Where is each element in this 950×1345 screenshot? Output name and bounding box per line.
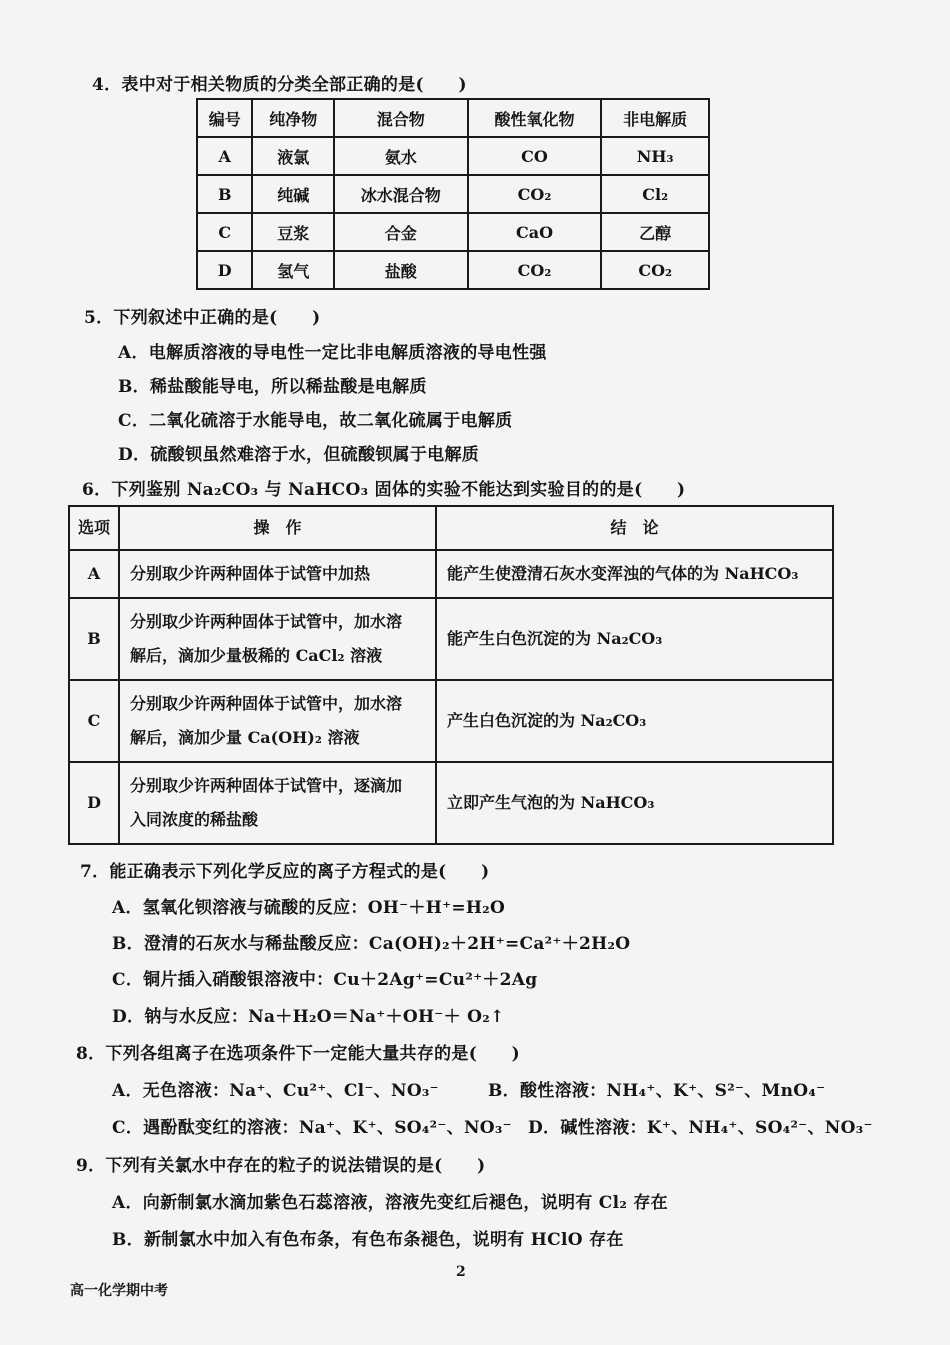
- table-cell: A: [197, 137, 252, 175]
- operation-line: 分别取少许两种固体于试管中，加水溶: [130, 612, 403, 631]
- table-cell: 豆浆: [252, 213, 334, 251]
- question-4-table: [196, 98, 710, 290]
- table-cell: NH₃: [601, 137, 709, 175]
- table-cell: CO₂: [601, 251, 709, 289]
- table-row: [69, 762, 833, 844]
- table-cell-option: C: [69, 680, 119, 762]
- table-cell: CO: [468, 137, 602, 175]
- table-cell-option: A: [69, 550, 119, 598]
- table-row: [69, 550, 833, 598]
- option-c: C．铜片插入硝酸银溶液中：Cu＋2Ag⁺=Cu²⁺＋2Ag: [112, 970, 538, 990]
- operation-line: 入同浓度的稀盐酸: [130, 810, 259, 829]
- table-cell-option: B: [69, 598, 119, 680]
- question-7-stem: 7．能正确表示下列化学反应的离子方程式的是( ): [80, 862, 490, 882]
- option-a: A．氢氧化钡溶液与硫酸的反应：OH⁻＋H⁺=H₂O: [112, 898, 506, 918]
- question-9-stem: 9．下列有关氯水中存在的粒子的说法错误的是( ): [76, 1156, 486, 1176]
- table-cell-operation: [119, 680, 436, 762]
- option-d: D．碱性溶液：K⁺、NH₄⁺、SO₄²⁻、NO₃⁻: [528, 1118, 873, 1138]
- table-row: [69, 598, 833, 680]
- question-8-stem: 8．下列各组离子在选项条件下一定能大量共存的是( ): [76, 1044, 521, 1064]
- question-6-stem: 6．下列鉴别 Na₂CO₃ 与 NaHCO₃ 固体的实验不能达到实验目的的是( ): [82, 480, 686, 500]
- question-5-stem: 5．下列叙述中正确的是( ): [84, 308, 321, 328]
- table-header-cell: 非电解质: [601, 99, 709, 137]
- table-header-cell: 选项: [69, 506, 119, 550]
- table-cell: CO₂: [468, 251, 602, 289]
- option-b: B．酸性溶液：NH₄⁺、K⁺、S²⁻、MnO₄⁻: [488, 1081, 826, 1101]
- table-cell-result: 能产生白色沉淀的为 Na₂CO₃: [436, 598, 833, 680]
- table-cell: Cl₂: [601, 175, 709, 213]
- table-header-row: [197, 99, 709, 137]
- table-cell: 冰水混合物: [334, 175, 468, 213]
- table-cell-result: 立即产生气泡的为 NaHCO₃: [436, 762, 833, 844]
- table-cell: 氨水: [334, 137, 468, 175]
- table-header-cell: 操 作: [119, 506, 436, 550]
- table-cell-result: 能产生使澄清石灰水变浑浊的气体的为 NaHCO₃: [436, 550, 833, 598]
- option-b: B．澄清的石灰水与稀盐酸反应：Ca(OH)₂＋2H⁺=Ca²⁺＋2H₂O: [112, 934, 631, 954]
- question-6-table: [68, 505, 834, 845]
- table-cell-operation: [119, 598, 436, 680]
- option-c: C．遇酚酞变红的溶液：Na⁺、K⁺、SO₄²⁻、NO₃⁻: [112, 1118, 512, 1138]
- operation-line: 解后，滴加少量 Ca(OH)₂ 溶液: [130, 728, 360, 747]
- page-number: 2: [456, 1264, 466, 1280]
- option-a: A．无色溶液：Na⁺、Cu²⁺、Cl⁻、NO₃⁻: [112, 1081, 439, 1101]
- operation-line: 分别取少许两种固体于试管中加热: [130, 564, 371, 583]
- option-b: B．新制氯水中加入有色布条，有色布条褪色，说明有 HClO 存在: [112, 1230, 624, 1250]
- table-cell-operation: [119, 550, 436, 598]
- operation-line: 分别取少许两种固体于试管中，加水溶: [130, 694, 403, 713]
- table-cell: 纯碱: [252, 175, 334, 213]
- table-header-cell: 编号: [197, 99, 252, 137]
- option-d: D．硫酸钡虽然难溶于水，但硫酸钡属于电解质: [118, 445, 480, 465]
- option-a: A．电解质溶液的导电性一定比非电解质溶液的导电性强: [118, 343, 547, 363]
- table-row: [197, 175, 709, 213]
- table-cell: 液氯: [252, 137, 334, 175]
- operation-line: 分别取少许两种固体于试管中，逐滴加: [130, 776, 403, 795]
- option-c: C．二氧化硫溶于水能导电，故二氧化硫属于电解质: [118, 411, 513, 431]
- table-header-cell: 纯净物: [252, 99, 334, 137]
- table-row: [69, 680, 833, 762]
- operation-line: 解后，滴加少量极稀的 CaCl₂ 溶液: [130, 646, 383, 665]
- table-cell: 盐酸: [334, 251, 468, 289]
- table-cell: CO₂: [468, 175, 602, 213]
- table-header-cell: 混合物: [334, 99, 468, 137]
- table-row: [197, 251, 709, 289]
- table-row: [197, 213, 709, 251]
- option-b: B．稀盐酸能导电，所以稀盐酸是电解质: [118, 377, 427, 397]
- option-d: D．钠与水反应：Na＋H₂O＝Na⁺＋OH⁻＋ O₂↑: [112, 1007, 505, 1027]
- table-cell: 乙醇: [601, 213, 709, 251]
- table-cell: CaO: [468, 213, 602, 251]
- table-cell: B: [197, 175, 252, 213]
- question-4-stem: 4．表中对于相关物质的分类全部正确的是( ): [92, 75, 467, 95]
- footer-label: 高一化学期中考: [70, 1283, 168, 1299]
- table-cell: 合金: [334, 213, 468, 251]
- table-cell: C: [197, 213, 252, 251]
- table-cell: D: [197, 251, 252, 289]
- table-header-cell: 结 论: [436, 506, 833, 550]
- table-cell-operation: [119, 762, 436, 844]
- table-cell-option: D: [69, 762, 119, 844]
- table-cell: 氢气: [252, 251, 334, 289]
- table-header-row: [69, 506, 833, 550]
- table-row: [197, 137, 709, 175]
- option-a: A．向新制氯水滴加紫色石蕊溶液，溶液先变红后褪色，说明有 Cl₂ 存在: [112, 1193, 668, 1213]
- table-header-cell: 酸性氧化物: [468, 99, 602, 137]
- table-cell-result: 产生白色沉淀的为 Na₂CO₃: [436, 680, 833, 762]
